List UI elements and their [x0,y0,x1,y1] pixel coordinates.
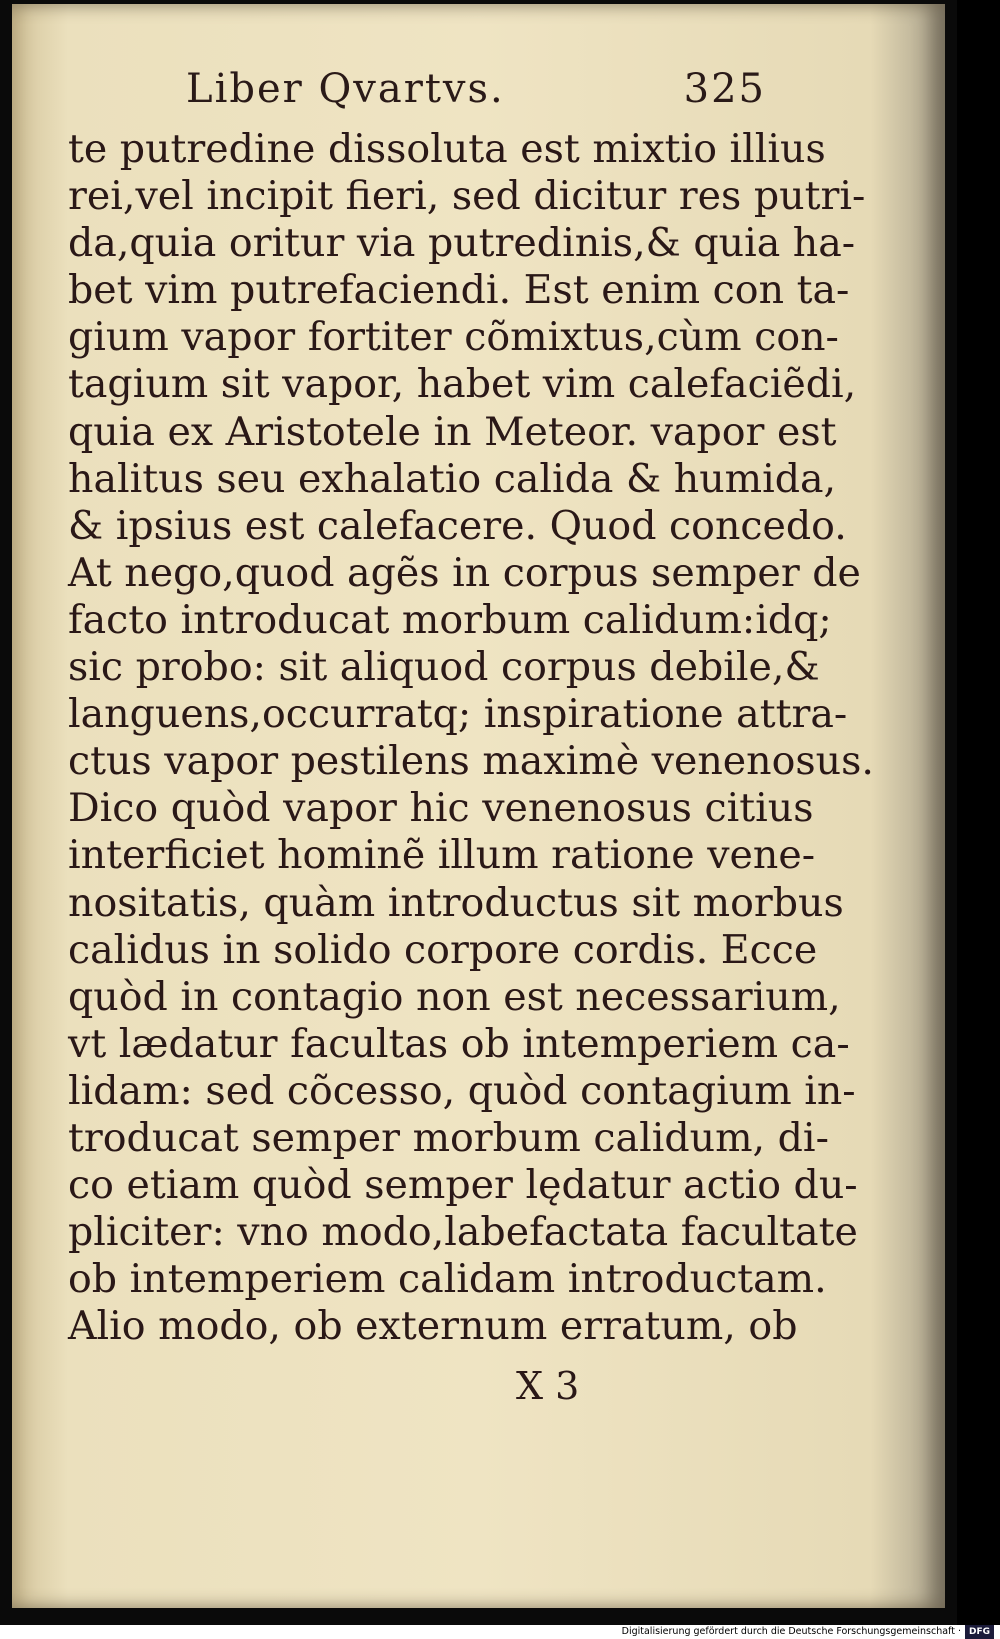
text-line: calidus in solido corpore cordis. Ecce [68,926,818,973]
text-line: co etiam quòd semper lędatur actio du- [68,1162,858,1209]
text-line: rei,vel incipit fieri, sed dicitur res putri- [68,173,866,220]
body-text [68,126,874,1350]
signature-mark: X 3 [516,1364,580,1408]
text-line: gium vapor fortiter cõmixtus,cùm con- [68,314,839,361]
text-line: quia ex Aristotele in Meteor. vapor est [68,408,837,455]
text-line: & ipsius est calefacere. Quod concedo. [68,502,847,549]
book-page [12,4,945,1608]
text-line: bet vim putrefaciendi. Est enim con ta- [68,267,850,314]
text-line: sic probo: sit aliquod corpus debile,& [68,644,820,691]
running-title: Liber Qvartvs. [186,66,505,112]
text-line: vt lædatur facultas ob intemperiem ca- [68,1020,850,1067]
digitization-footer [0,1625,1000,1639]
text-line: nositatis, quàm introductus sit morbus [68,879,844,926]
text-line: ctus vapor pestilens maximè venenosus. [68,738,874,785]
text-line: Dico quòd vapor hic venenosus citius [68,785,814,832]
text-line: lidam: sed cõcesso, quòd contagium in- [68,1067,856,1114]
text-line: da,quia oritur via putredinis,& quia ha- [68,220,856,267]
text-line: facto introducat morbum calidum:idq; [68,596,832,643]
footer-credit: Digitalisierung gefördert durch die Deutsche Forschungsgemeinschaft · [621,1626,961,1637]
text-line: halitus seu exhalatio calida & humida, [68,455,837,502]
text-line: languens,occurratq; inspiratione attra- [68,691,848,738]
text-line: troducat semper morbum calidum, di- [68,1114,829,1161]
text-line: interficiet hominẽ illum ratione vene- [68,832,816,879]
text-line: quòd in contagio non est necessarium, [68,973,841,1020]
text-line: At nego,quod agẽs in corpus semper de [68,549,861,596]
page-number: 325 [683,66,766,112]
running-header [186,66,766,114]
dfg-logo: DFG [965,1625,994,1639]
text-line: ob intemperiem calidam introductam. [68,1256,827,1303]
text-line: Alio modo, ob externum erratum, ob [68,1303,798,1350]
text-line: tagium sit vapor, habet vim calefaciẽdi, [68,361,857,408]
text-line: pliciter: vno modo,labefactata facultate [68,1209,858,1256]
text-line: te putredine dissoluta est mixtio illius [68,126,826,172]
